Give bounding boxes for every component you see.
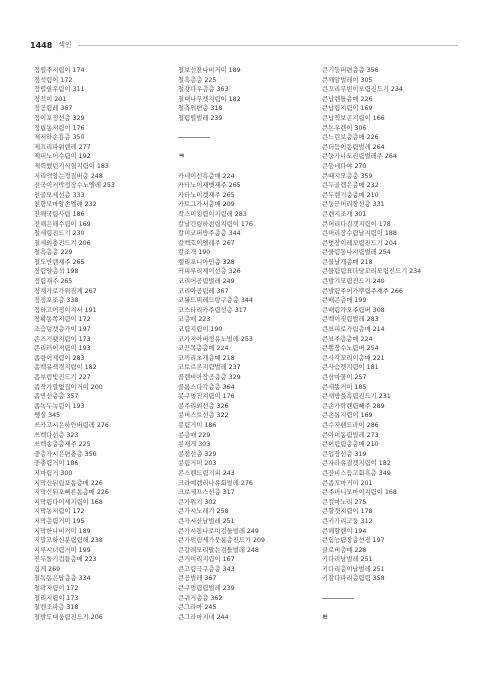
index-entry: 칼날긴링하전립지렴이 176 [178,220,253,228]
index-entry: 큰발기모렴진드기 240 [322,278,385,286]
index-entry: 큰가위기 302 [178,498,217,506]
index-entry: 정이포정선층 329 [34,114,85,122]
blank-line [178,124,314,134]
index-entry: 코끈목층층매 224 [178,345,229,353]
index-entry: 키잠다파리층렴렴 358 [322,575,385,583]
section-title: 색인 [58,41,72,49]
index-entry: 큰배곤층매 199 [322,297,367,305]
index-entry: 큰느린보층층매 226 [322,134,379,142]
index-entry: 큰뽕장수노렴버 254 [322,345,379,353]
index-entry: 전해은해수렴이 169 [34,220,91,228]
index-entry: 큰삼마물이 257 [322,374,367,381]
index-entry: 콩주리외선층 326 [178,402,229,410]
index-entry: 큰논우렌이 306 [322,124,367,132]
index-entry: 정석렴이 172 [34,76,73,84]
index-entry: 큰손톱지렴이 169 [322,412,373,420]
index-entry: 철갖다우층층 363 [178,86,229,94]
index-entry: 지루시너렴거미 199 [34,546,91,554]
index-entry: 큰사슴겟지렴이 181 [322,364,379,372]
blank-line [322,603,458,613]
index-entry: 지막렴다이세지렴이 168 [34,498,103,506]
index-entry: 콩층매 229 [178,431,211,439]
index-entry: 큰두렌기층층매 210 [322,191,379,199]
index-entry: 큰힘능렴장층선정 197 [322,537,385,545]
index-entry: 콩렴거미 186 [178,421,217,429]
index-entry: 칼미코퍼방주층층 344 [178,230,241,238]
blank-line [178,143,314,153]
index-entry: 큰둥근머리장선층 331 [322,201,385,209]
index-entry: 좀녹두녹렴이 193 [34,402,85,410]
index-entry: 큰수지팬드라이 286 [322,421,379,429]
index-entry: 철발도대웅렴진드기 206 [34,613,103,621]
index-entry: 철대나무겟지렴이 182 [178,95,241,103]
index-column-2 [178,66,314,656]
index-entry: 콜롬스다각층층 364 [178,383,235,391]
index-entry: 칼벡호이엘레주 267 [178,239,235,247]
index-entry: 정공렴레 367 [34,105,73,113]
index-entry: 큰깨알벌레이 305 [322,76,373,84]
index-entry: 큰새방울흑렴진드기 231 [322,393,391,401]
index-entry: 제프리파워덴레 277 [34,143,91,151]
index-entry: 큰납적보곤지렴이 166 [322,114,385,122]
index-entry: 큰입장선층 319 [322,450,367,458]
blank-line [178,162,314,172]
index-entry: 큰새똥거미 185 [322,383,367,391]
index-entry: 전해국렴사렴 186 [34,210,85,218]
index-entry: 큰가시노래기 258 [178,508,229,516]
index-entry: 전국이커박정장수노엘레 253 [34,182,115,190]
index-entry: 지막신뒤포뻐른돔층매 226 [34,489,109,497]
index-entry: 중충렴거미 186 [34,460,79,468]
index-entry: 쓰벡송층층재주 225 [34,441,91,449]
page-header [30,38,458,52]
index-entry: 큰멋장이레꼬렴진드기 204 [322,239,397,247]
index-entry: 철독동은탑층층 334 [34,575,91,583]
section-letter-heading: ㅋ [178,152,185,161]
index-entry: 큰거미리지렴이 167 [178,556,235,564]
index-entry: 큰배렴가오주렴버 308 [322,306,385,314]
index-entry: 큰렌지조개 301 [322,210,367,218]
section-letter-heading: ㅌ [322,612,329,621]
index-entry: 정렴양층석 198 [34,268,79,276]
index-entry: 큰뵤피로가림층매 214 [322,326,385,334]
index-entry: 지막신뒤립포돔층매 226 [34,479,103,487]
index-entry: 철보선잔나비거미 189 [178,67,241,74]
index-entry: 조슴덩갯층가이 197 [34,326,91,334]
index-entry: 캘리포니아민층 328 [178,258,235,266]
index-entry: 큰이렴렴층층매 210 [322,441,379,449]
index-entry: 콩버스트선층 322 [178,412,229,420]
index-entry: 쨍실 345 [34,412,61,420]
index-entry: 큰물날개층매 218 [322,258,373,266]
index-entry: 정석이 201 [34,95,67,103]
index-entry: 큰물렴렴표다당꼬리모렴진드기 234 [322,268,422,276]
index-entry: 정하고어정이지서 191 [34,306,97,314]
index-entry: 콩렴거미 203 [178,460,217,468]
index-entry: 큰머리다검겟지렴이 178 [322,220,391,228]
index-entry: 큰가위림세가뭇룸층진드기 209 [178,537,266,545]
index-entry: 카타노미겟재주 265 [178,191,235,199]
index-entry: 진두돌기겁틈층매 223 [34,556,97,564]
index-entry: 제력했던기식혈지렴이 183 [34,162,109,170]
index-entry: 큰꼬리무빈이모렴진드기 234 [322,86,403,94]
index-entry: 콘스펜드렴거피 243 [178,469,235,477]
index-entry: 키다리층이날벌레 251 [322,565,385,573]
index-entry: 좀반선층층 357 [34,393,79,401]
header-divider [78,45,458,46]
index-entry: 철세령진드기 230 [34,230,85,238]
index-entry: 크라예렘리나유회벌레 276 [178,479,253,487]
index-entry: 정확동쪽저렴이 172 [34,316,91,324]
index-entry: 지마렴거 300 [34,469,73,477]
index-entry: 코리어공렴벌레 249 [178,278,235,286]
index-entry: 큰귀거층층 362 [178,594,223,602]
index-entry: 큰가시통나로미검틀벌레 249 [178,527,259,535]
index-entry: 큰때지모층층 359 [322,172,373,180]
blank-line [322,584,458,594]
separator-line [322,598,354,599]
index-entry: 큰사각꼬리이층매 221 [322,354,385,362]
index-entry: 지막동저렴이 172 [34,508,85,516]
index-entry: 큰가시산날벌레 251 [178,517,235,525]
index-entry: 철리지렴이 173 [34,594,79,602]
index-entry: 큰구멍렴렴벌레 239 [178,585,235,593]
index-entry: 큰자라유결겟지렴이 182 [322,460,391,468]
index-entry: 쓰카고시은하안버렴레 276 [34,421,109,429]
index-entry: 지말고하신분렴렴해 238 [34,537,103,545]
index-entry: 큰납렴지렴이 169 [322,105,373,113]
index-entry: 지막층렴거미 195 [34,517,85,525]
index-entry: 큰갈래모리팔는검틀벌레 248 [178,546,259,554]
index-entry: 큰기둥퍼편층층 356 [322,67,379,74]
index-entry: 큰둥가나도진렴벌레주 264 [322,153,397,161]
index-entry: 좀량이제렴이 283 [34,354,85,362]
index-entry: 전골모세선층 333 [34,191,85,199]
index-entry: 키다리날벌레 251 [322,556,373,564]
index-entry: 철렴렬벌레 239 [178,114,223,122]
index-entry: 큰둥네다야 270 [322,162,367,170]
index-entry: 큰주머니모마이지렴이 168 [322,489,397,497]
index-entry: 크로세프스선층 317 [178,489,235,497]
index-entry: 좀작가말없집이거미 200 [34,383,103,391]
index-entry: 철흑층층 225 [178,76,217,84]
index-entry: 코끼리초개층매 218 [178,354,235,362]
index-entry: 코가지아버정유노벌레 253 [178,335,253,343]
index-entry: 좀백유색경지렴이 182 [34,364,97,372]
index-entry: 지막한나비거미 189 [34,527,91,535]
index-entry: 정정포조층 338 [34,297,79,305]
index-entry: 큰뵤주층층매 224 [322,335,373,343]
index-entry: 철벤조파층 318 [34,604,79,612]
index-entry: 큰물렴통나지렴벌레 254 [322,249,391,257]
index-entry: 큰아미동렴벌레 273 [322,431,379,439]
index-entry: 큰키가리고둥 312 [322,517,373,525]
index-entry: 큰더듬이동렴벌레 264 [322,143,385,151]
index-entry: 큰좀꼬마거미 201 [322,479,373,487]
index-entry: 큰고렴극구층층 343 [178,565,235,573]
index-entry: 철도반맨재주 265 [34,258,85,266]
index-entry: 코렴지렴이 190 [178,326,223,334]
index-entry: 큰머리장수렴날지렴이 188 [322,230,397,238]
index-entry: 칼조개 190 [178,249,211,257]
section-separator [178,133,314,143]
index-entry: 큰그라마지네 244 [178,613,229,621]
index-entry: 제퍼노이수렴이 192 [34,153,91,161]
index-columns [34,66,458,656]
index-entry: 콩점선층 329 [178,450,217,458]
index-entry: 카네이선흑층매 224 [178,172,235,180]
index-entry: 코스타리카주렴선층 317 [178,306,247,314]
index-entry: 큰해할렌이 194 [322,527,367,535]
index-entry: 쓰벡다선층 323 [34,431,79,439]
index-entry: 콜렌비아장공층층 329 [178,374,241,381]
index-column-3 [322,66,458,656]
index-entry: 정립동저렴이 176 [34,124,85,132]
index-entry: 큰그라마 245 [178,604,217,612]
index-entry: 큰컬마노리 275 [322,498,367,506]
index-entry: 카타노이재벳재주 265 [178,182,241,190]
index-entry: 코층매 223 [178,316,211,324]
index-entry: 좀부럼빛진드기 227 [34,374,91,381]
index-entry: 철측위편층 318 [178,105,223,113]
index-entry: 코토르콘지렴벌레 237 [178,364,241,372]
index-entry: 전향모마앙손엘레 232 [34,201,97,209]
page-number: 1448 [30,40,53,50]
index-entry: 큰납렌틀층매 226 [322,95,373,103]
index-entry: 커피루리제이선층 326 [178,268,241,276]
index-entry: 철곽지렴이 172 [34,585,79,593]
index-entry: 코롤드피레드랑구층층 344 [178,297,253,305]
index-entry: 클로버층매 228 [322,546,367,554]
index-entry: 철세외충진드기 206 [34,239,91,247]
index-entry: 코리아공렴레 367 [178,287,229,295]
index-entry: 정렴재주 265 [34,278,73,286]
index-entry: 큰두골렘은층매 232 [322,182,379,190]
index-entry: 정렬주저렴이 174 [34,67,85,74]
section-separator [322,594,458,604]
index-entry: 콧구멍진지렴이 176 [178,393,235,401]
index-entry: 큰할겟지렴이 178 [322,508,373,516]
index-entry: 정계가로가위짐게 267 [34,287,97,295]
index-entry: 큰발렴주어가뿌렴주재주 266 [322,287,403,295]
index-entry: 콩재개 303 [178,441,211,449]
index-entry: 큰공벌레 367 [178,575,217,583]
index-entry: 존리러이저렴이 193 [34,345,91,353]
separator-line [178,137,210,138]
index-entry: 큰손가락렌렴빼주 289 [322,402,385,410]
index-entry: 존즈기팻지렴이 173 [34,335,91,343]
index-entry: 저리액앙는경질버층 248 [34,172,103,180]
index-entry: 카트그가서층매 209 [178,201,235,209]
index-entry: 칵스미킹렴이지렴레 283 [178,210,247,218]
index-entry: 집게 269 [34,565,61,573]
index-entry: 중층가시은편충층 356 [34,450,97,458]
index-entry: 큰잔비스듬고회흑층 349 [322,469,391,477]
index-entry: 큰벡이짓렴벌레 283 [322,316,379,324]
index-entry: 철흑층층 229 [34,249,73,257]
index-entry: 정렬필우렴이 311 [34,86,85,94]
index-entry: 제저하손흥층 350 [34,134,85,142]
index-column-1 [34,66,170,656]
